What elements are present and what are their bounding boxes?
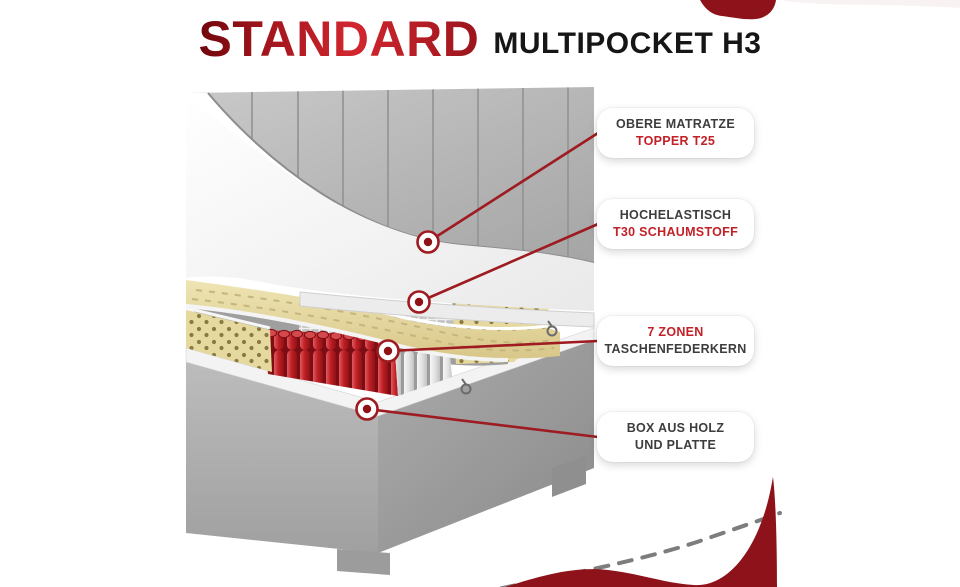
callout-marker-box bbox=[357, 399, 378, 420]
callout-text: OBERE MATRATZE bbox=[615, 116, 735, 131]
callout-marker-topper bbox=[418, 232, 439, 253]
callout-text: TASCHENFEDERKERN bbox=[604, 342, 747, 356]
callout-card-box bbox=[597, 412, 754, 462]
callout-text: 7 ZONEN bbox=[647, 324, 704, 339]
callout-text: HOCHELASTISCH bbox=[619, 207, 732, 222]
bed-foot-front bbox=[337, 549, 390, 575]
callout-card-foam bbox=[597, 199, 754, 249]
callout-card-springs bbox=[597, 316, 754, 366]
brand-title: STANDARD bbox=[198, 11, 480, 67]
callout-text: BOX AUS HOLZ bbox=[626, 420, 725, 435]
callout-text: TOPPER T25 bbox=[635, 134, 716, 148]
callout-card-topper bbox=[597, 108, 754, 158]
model-title: MULTIPOCKET H3 bbox=[493, 27, 762, 60]
callout-marker-foam bbox=[409, 292, 430, 313]
decorative-bottom-right-wave bbox=[505, 477, 777, 587]
callout-marker-springs bbox=[378, 341, 399, 362]
callout-text: T30 SCHAUMSTOFF bbox=[612, 225, 739, 239]
callout-text: UND PLATTE bbox=[634, 438, 717, 452]
decorative-top-right-wave bbox=[700, 0, 960, 19]
